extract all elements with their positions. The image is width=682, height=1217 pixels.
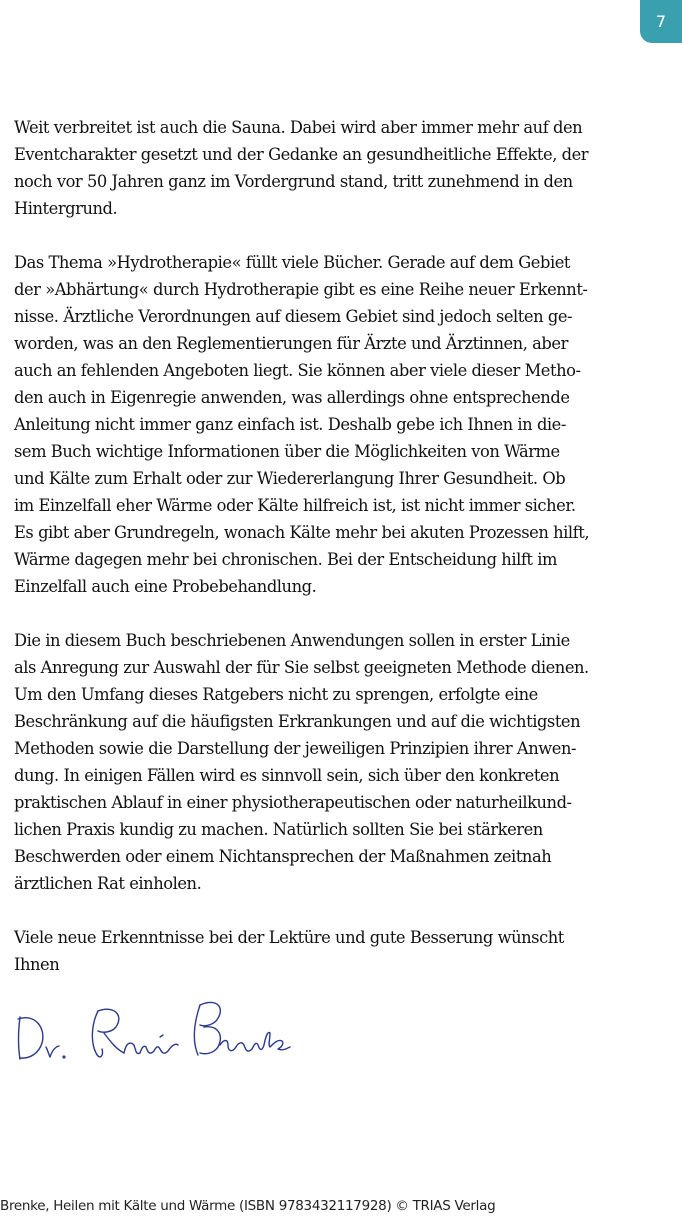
text-line: noch vor 50 Jahren ganz im Vordergrund stand, tritt zunehmend in den	[14, 172, 573, 191]
footer-citation: Brenke, Heilen mit Kälte und Wärme (ISBN 9783432117928) © TRIAS Verlag	[0, 1198, 496, 1214]
text-line: und Kälte zum Erhalt oder zur Wiedererlangung Ihrer Gesundheit. Ob	[14, 469, 566, 488]
text-line: Anleitung nicht immer ganz einfach ist. Deshalb gebe ich Ihnen in die-	[14, 415, 566, 434]
page-number: 7	[655, 12, 667, 31]
paragraph	[14, 627, 626, 897]
text-line: Beschränkung auf die häufigsten Erkrankungen und auf die wichtigsten	[14, 712, 581, 731]
paragraph	[14, 249, 626, 600]
text-line: auch an fehlenden Angeboten liegt. Sie können aber viele dieser Metho-	[14, 361, 581, 380]
text-line: im Einzelfall eher Wärme oder Kälte hilfreich ist, ist nicht immer sicher.	[14, 496, 576, 515]
paragraph	[14, 924, 626, 978]
page-number-badge	[640, 0, 682, 43]
text-line: ärztlichen Rat einholen.	[14, 874, 202, 893]
text-line: sem Buch wichtige Informationen über die Möglichkeiten von Wärme	[14, 442, 560, 461]
text-line: Weit verbreitet ist auch die Sauna. Dabei wird aber immer mehr auf den	[14, 118, 583, 137]
text-line: als Anregung zur Auswahl der für Sie selbst geeigneten Methode dienen.	[14, 658, 589, 677]
text-line: nisse. Ärztliche Verordnungen auf diesem Gebiet sind jedoch selten ge-	[14, 307, 573, 326]
paragraph	[14, 114, 626, 222]
text-line: der »Abhärtung« durch Hydrotherapie gibt es eine Reihe neuer Erkennt-	[14, 280, 588, 299]
text-line: dung. In einigen Fällen wird es sinnvoll sein, sich über den konkreten	[14, 766, 560, 785]
text-line: Viele neue Erkenntnisse bei der Lektüre und gute Besserung wünscht	[14, 928, 564, 947]
text-line: lichen Praxis kundig zu machen. Natürlich sollten Sie bei stärkeren	[14, 820, 543, 839]
text-line: worden, was an den Reglementierungen für Ärzte und Ärztinnen, aber	[14, 334, 568, 353]
text-line: praktischen Ablauf in einer physiotherapeutischen oder naturheilkund-	[14, 793, 572, 812]
text-line: Ihnen	[14, 955, 60, 974]
text-line: Methoden sowie die Darstellung der jeweiligen Prinzipien ihrer Anwen-	[14, 739, 577, 758]
text-line: Um den Umfang dieses Ratgebers nicht zu sprengen, erfolgte eine	[14, 685, 538, 704]
text-line: Es gibt aber Grundregeln, wonach Kälte mehr bei akuten Prozessen hilft,	[14, 523, 590, 542]
text-line: Hintergrund.	[14, 199, 118, 218]
text-line: Eventcharakter gesetzt und der Gedanke an gesundheitliche Effekte, der	[14, 145, 589, 164]
text-line: Einzelfall auch eine Probebehandlung.	[14, 577, 317, 596]
handwritten-signature	[12, 995, 292, 1075]
text-line: den auch in Eigenregie anwenden, was allerdings ohne entsprechende	[14, 388, 570, 407]
body-text	[14, 114, 626, 1005]
text-line: Wärme dagegen mehr bei chronischen. Bei der Entscheidung hilft im	[14, 550, 557, 569]
text-line: Das Thema »Hydrotherapie« füllt viele Bücher. Gerade auf dem Gebiet	[14, 253, 570, 272]
text-line: Die in diesem Buch beschriebenen Anwendungen sollen in erster Linie	[14, 631, 570, 650]
text-line: Beschwerden oder einem Nichtansprechen der Maßnahmen zeitnah	[14, 847, 552, 866]
